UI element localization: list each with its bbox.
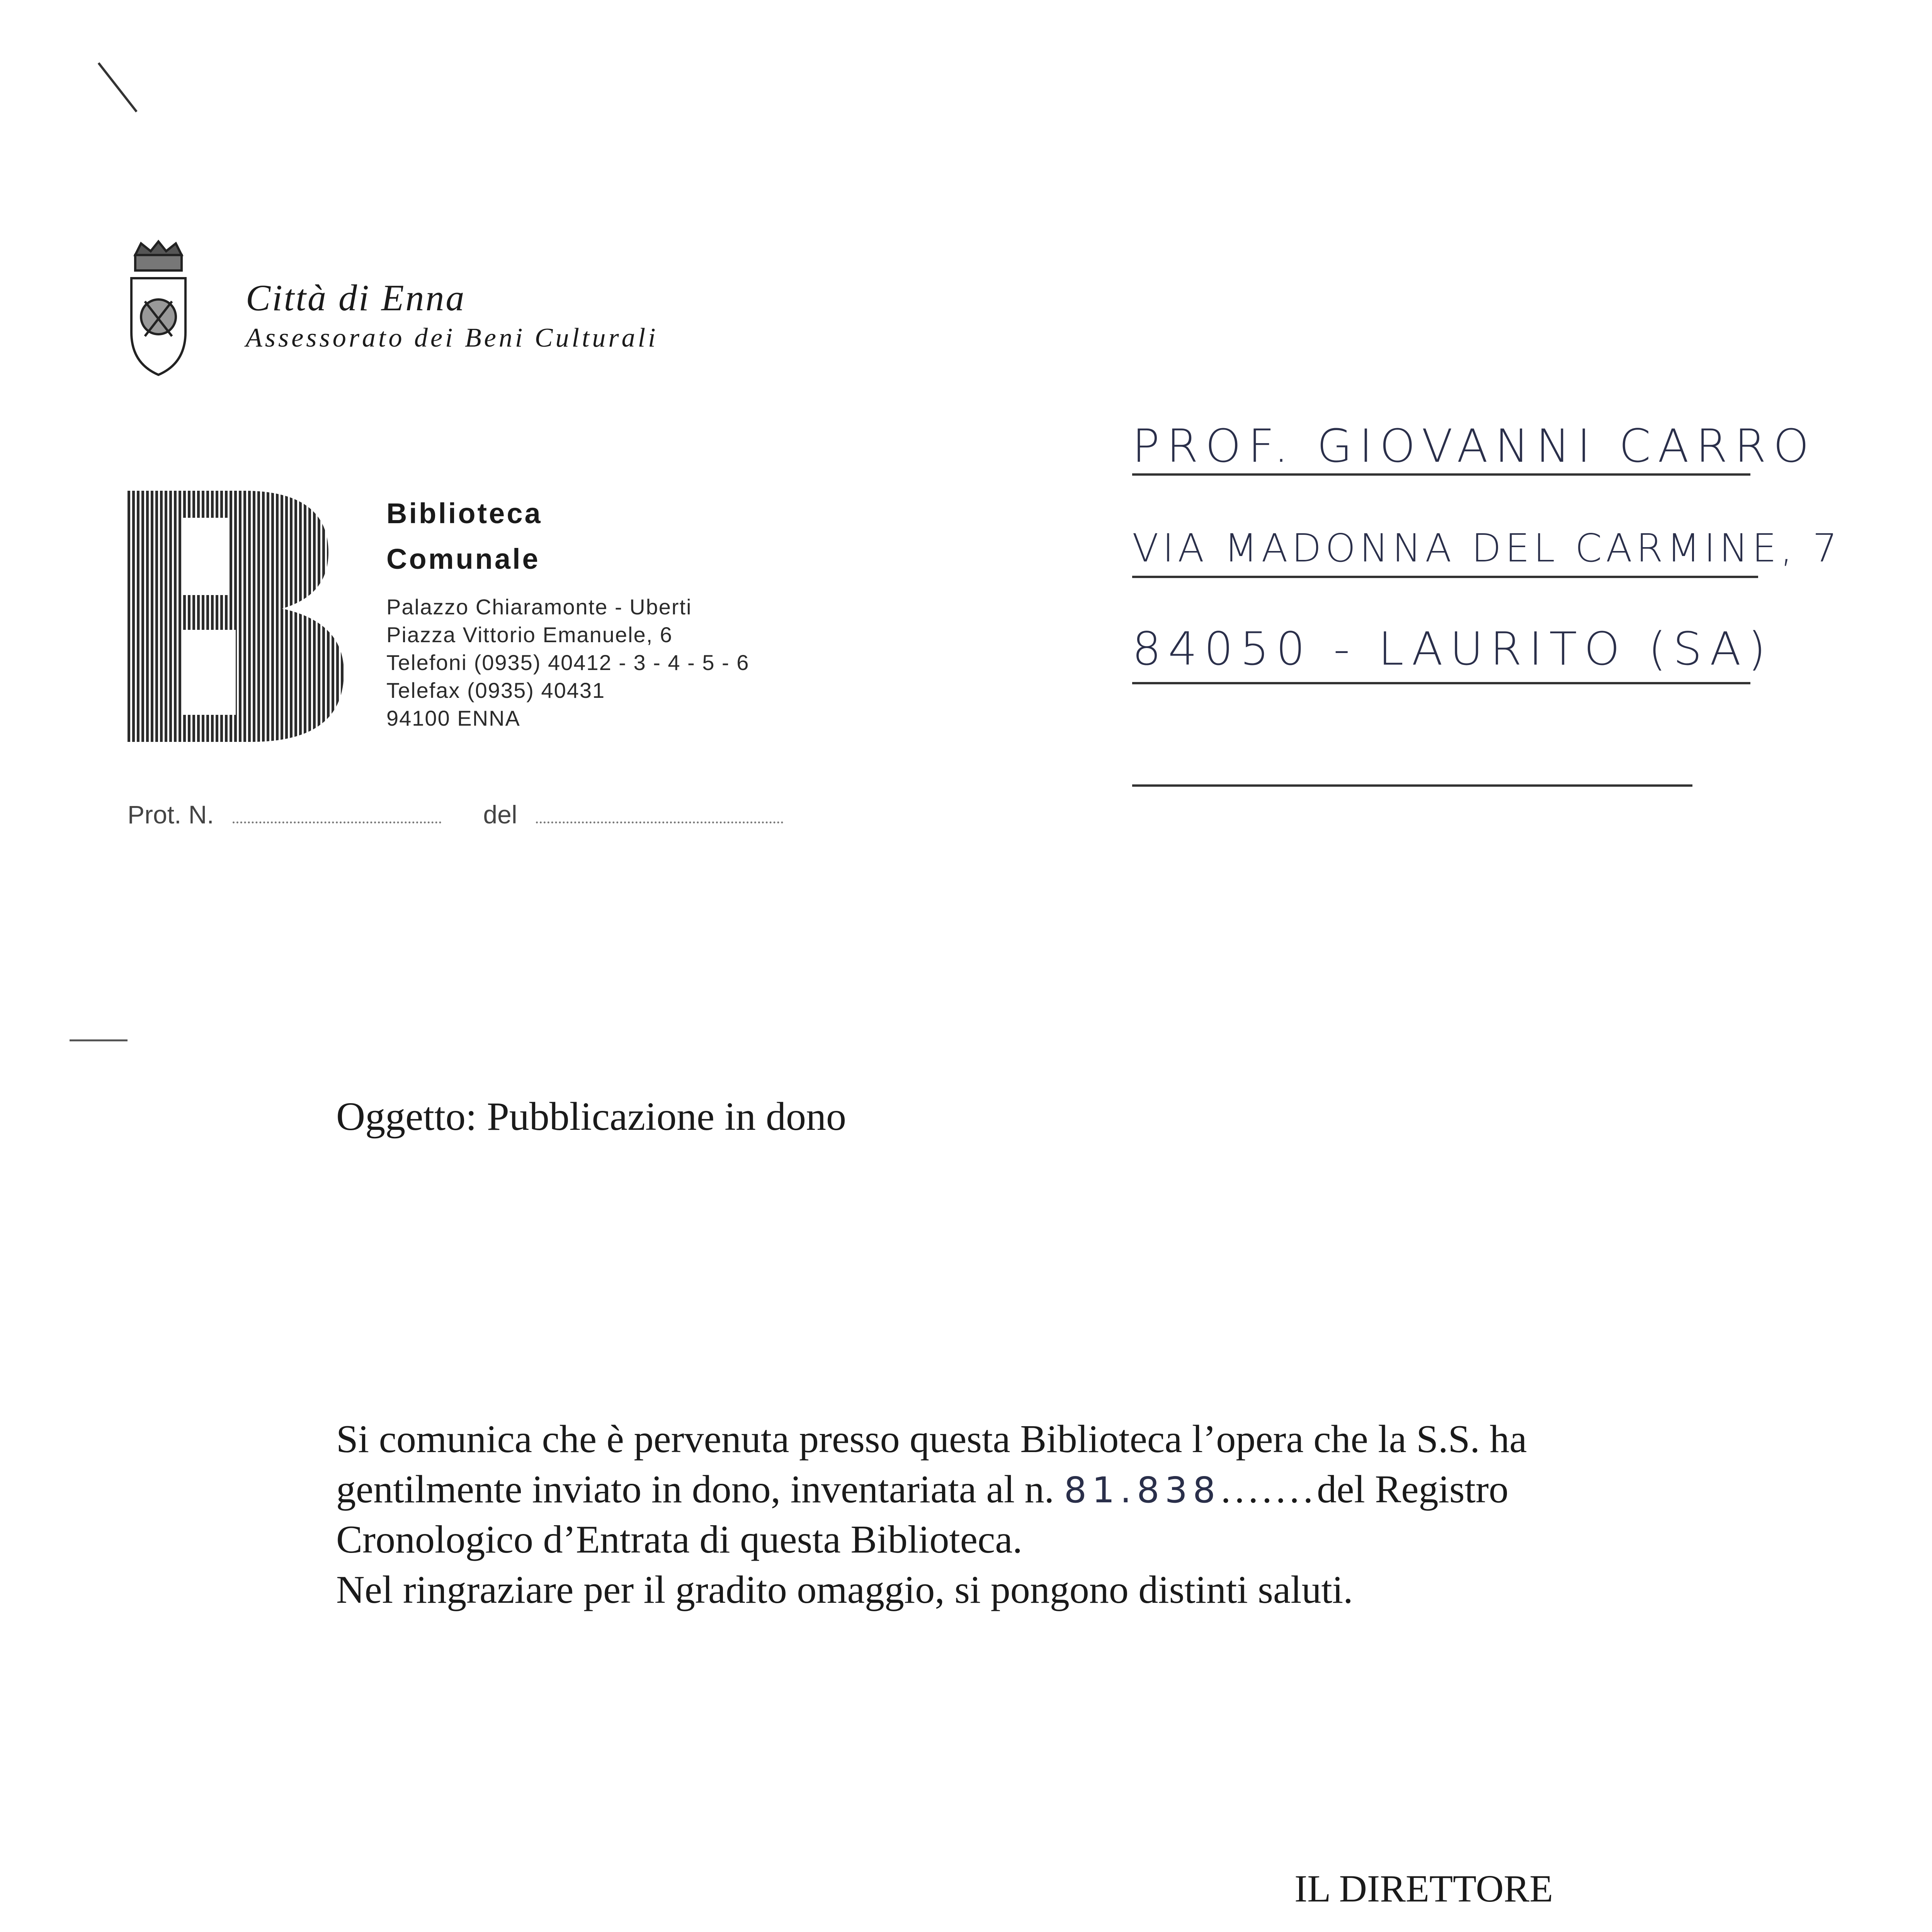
recipient-rule	[1132, 682, 1750, 684]
recipient-rule	[1132, 473, 1750, 476]
scan-mark	[70, 1039, 128, 1041]
signature-title: IL DIRETTORE	[1294, 1867, 1553, 1910]
address-line: Telefax (0935) 40431	[386, 678, 605, 702]
recipient-rule	[1132, 576, 1758, 578]
prot-label: Prot. N.	[128, 800, 214, 829]
address-line: 94100 ENNA	[386, 706, 520, 730]
protocol-line	[128, 800, 783, 829]
body-line3: Cronologico d’Entrata di questa Biblioteca.	[336, 1518, 1023, 1561]
body-line4: Nel ringraziare per il gradito omaggio, si pongono distinti saluti.	[336, 1568, 1353, 1612]
recipient-line3: 84050 - LAURITO (SA)	[1132, 622, 1773, 675]
address-line: Telefoni (0935) 40412 - 3 - 4 - 5 - 6	[386, 650, 750, 675]
address-line: Piazza Vittorio Emanuele, 6	[386, 622, 673, 647]
coat-of-arms-icon	[124, 240, 193, 379]
recipient-line1: PROF. GIOVANNI CARRO	[1132, 419, 1816, 473]
prot-number-field	[233, 817, 441, 823]
scan-mark	[98, 62, 138, 112]
body-line2: gentilmente inviato in dono, inventariata al n. 81.838.......del Registro	[336, 1468, 1509, 1511]
library-logo	[128, 491, 344, 742]
recipient-line2: VIA MADONNA DEL CARMINE, 7	[1132, 526, 1841, 571]
subject-line: Oggetto: Pubblicazione in dono	[336, 1094, 847, 1139]
department-name: Assessorato dei Beni Culturali	[246, 323, 658, 353]
recipient-rule	[1132, 784, 1692, 787]
body-line1: Si comunica che è pervenuta presso questa Biblioteca l’opera che la S.S. ha	[336, 1417, 1527, 1461]
library-title-line1: Biblioteca	[386, 497, 543, 529]
library-title-line2: Comunale	[386, 543, 540, 575]
city-name: Città di Enna	[246, 277, 466, 318]
library-title	[386, 491, 543, 582]
date-field	[536, 817, 783, 823]
inventory-number: 81.838	[1064, 1469, 1221, 1511]
address-line: Palazzo Chiaramonte - Uberti	[386, 595, 692, 619]
del-label: del	[483, 800, 517, 829]
